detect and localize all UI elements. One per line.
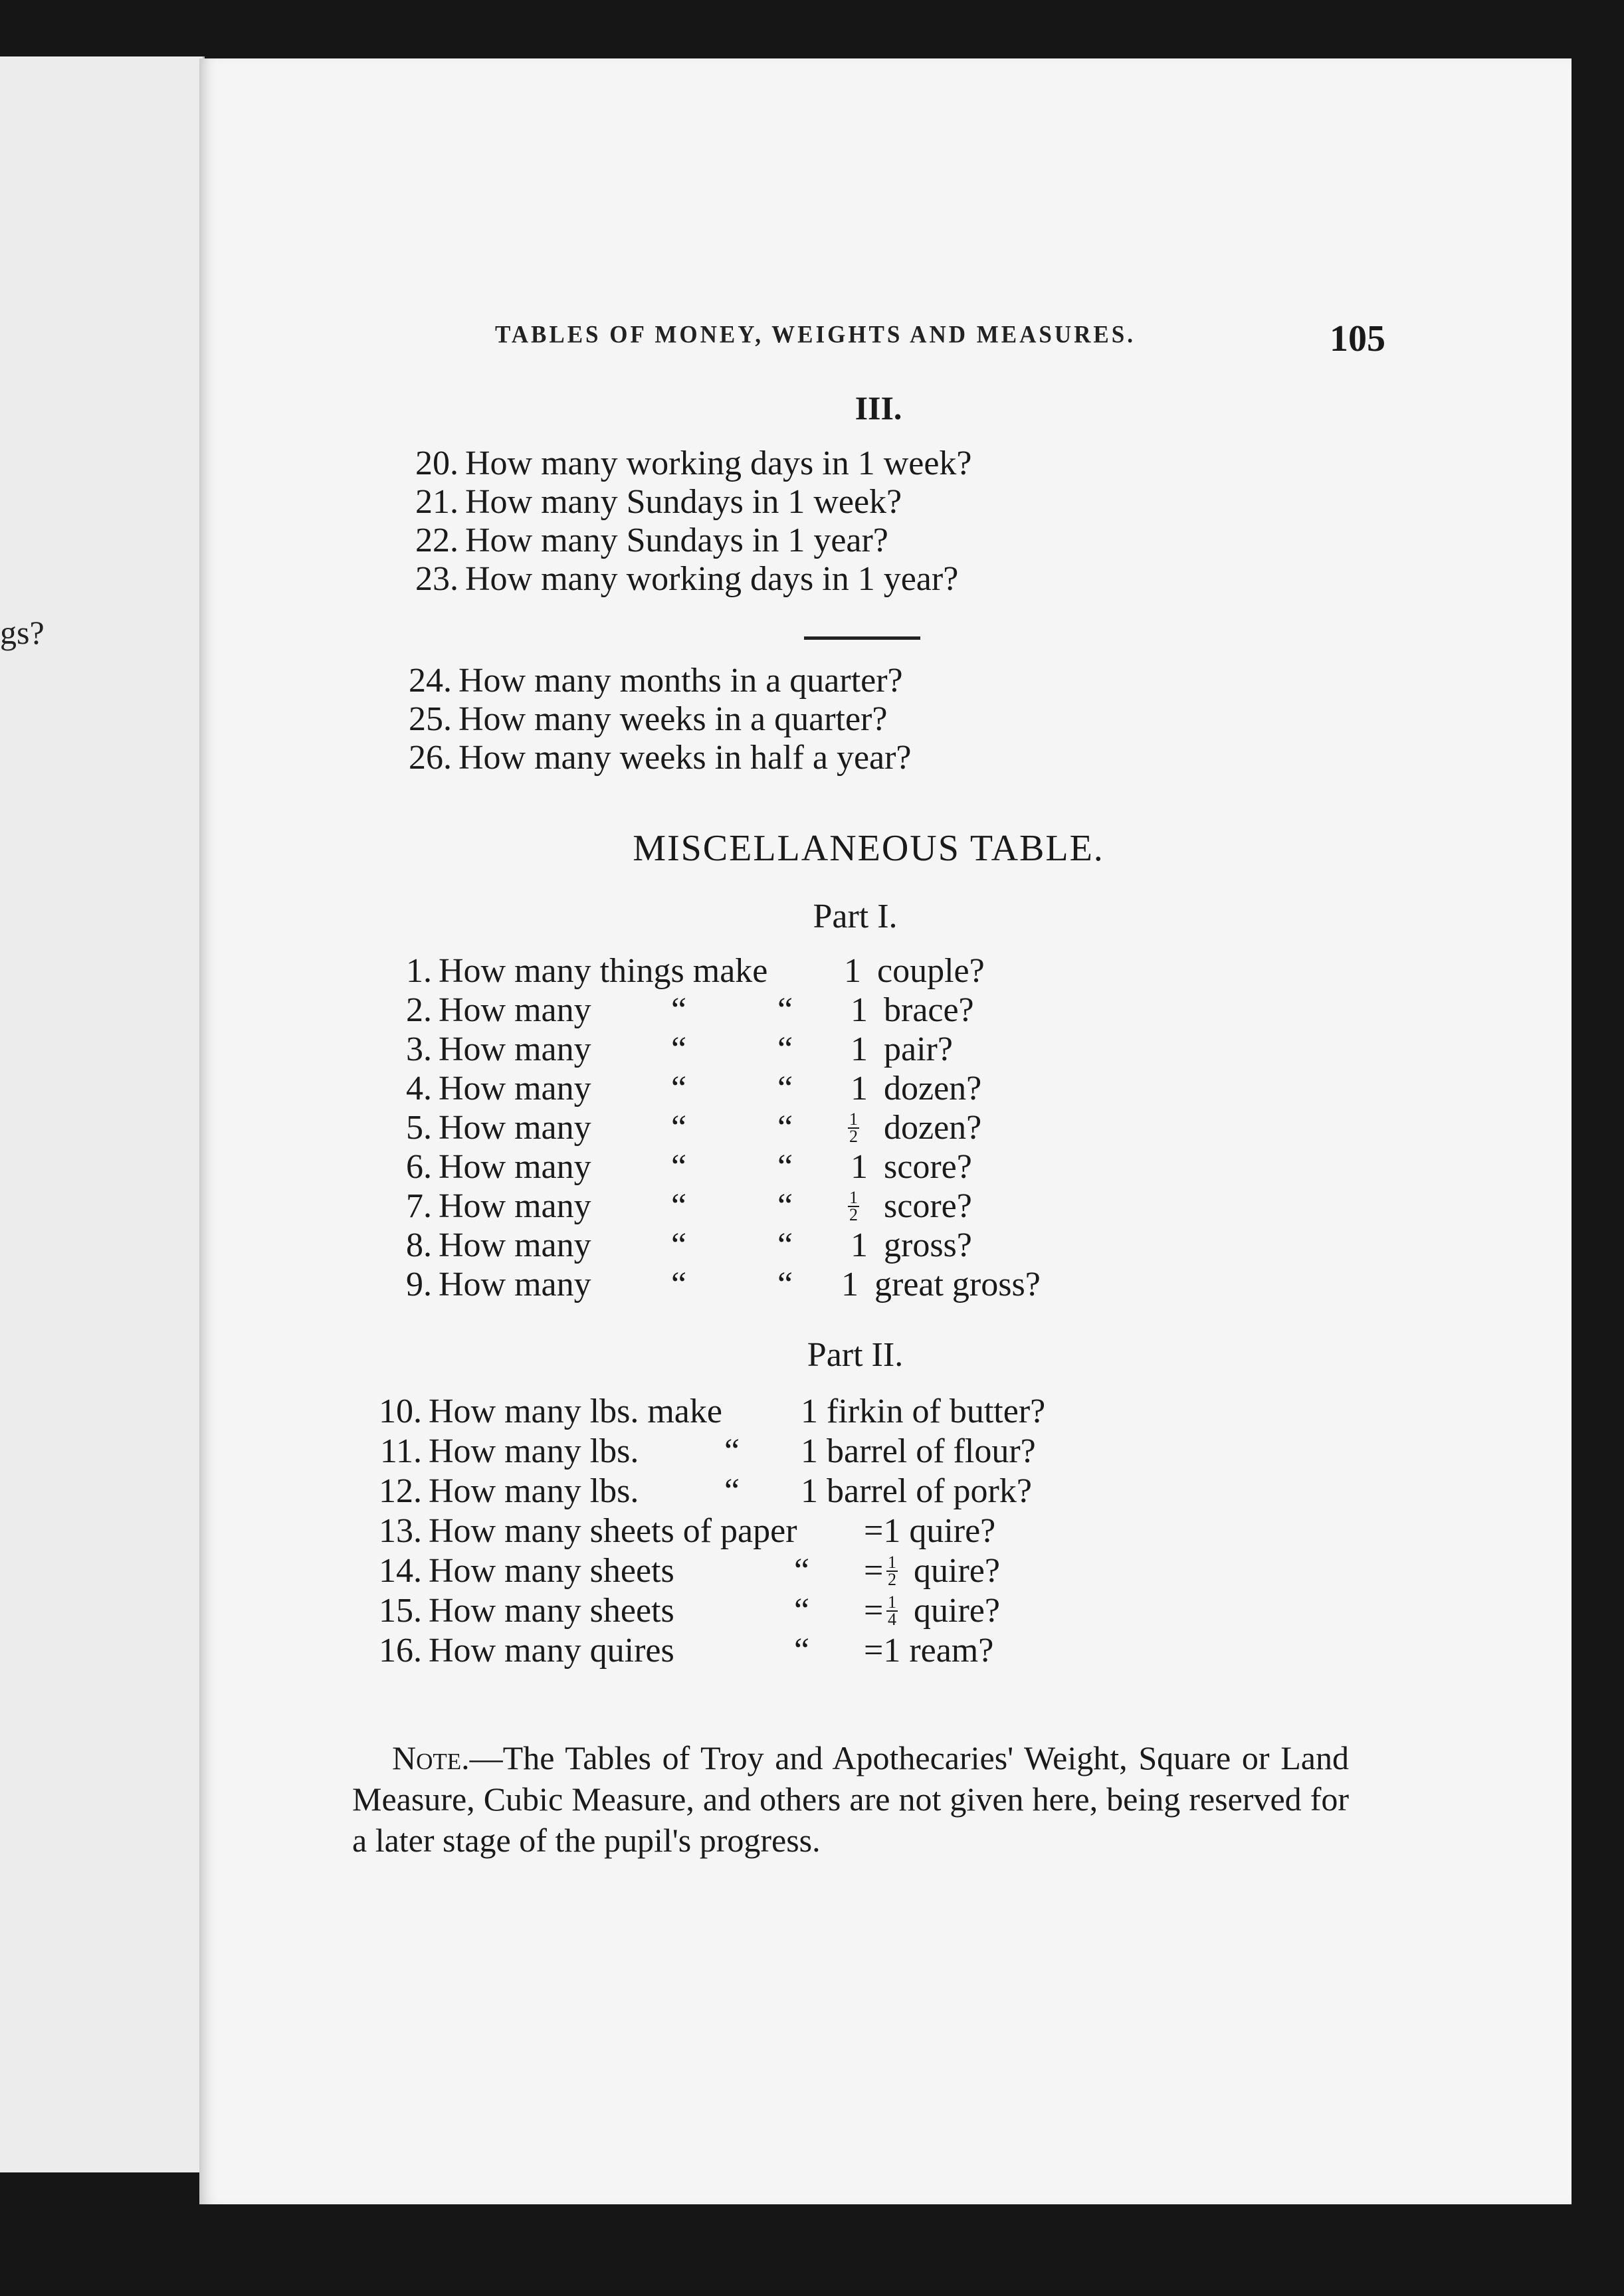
ditto-mark: “ bbox=[794, 1632, 810, 1670]
question-number: 13. bbox=[379, 1512, 422, 1550]
question-tail: =1 ream? bbox=[864, 1632, 994, 1670]
quantity: 1 bbox=[844, 952, 861, 990]
question-text: How many months in a quarter? bbox=[458, 662, 903, 700]
note-text: —The Tables of Troy and Apothecaries' Weight, Square or Land Measure, Cubic Measure, and others are not given here, being reserved for a later stage of the pupil's progress. bbox=[352, 1739, 1349, 1859]
part-heading-i: Part I. bbox=[813, 898, 898, 935]
question-number: 16. bbox=[379, 1632, 422, 1670]
question-number: 20. bbox=[415, 444, 458, 482]
question-number: 21. bbox=[415, 483, 458, 521]
question-number: 2. bbox=[406, 991, 432, 1029]
ditto-mark: “ bbox=[777, 1109, 793, 1147]
question-tail: quire? bbox=[914, 1592, 1000, 1630]
question-number: 1. bbox=[406, 952, 432, 990]
question-lead: How many bbox=[439, 1109, 591, 1147]
fraction-denominator: 4 bbox=[888, 1610, 896, 1630]
question-number: 3. bbox=[406, 1030, 432, 1068]
note-lead: Note. bbox=[392, 1739, 470, 1776]
ditto-mark: “ bbox=[671, 991, 687, 1029]
quantity: 1 bbox=[841, 1266, 859, 1303]
fraction-denominator: 2 bbox=[849, 1127, 858, 1147]
fraction bbox=[884, 1549, 900, 1588]
question-number: 23. bbox=[415, 560, 458, 598]
quantity: 1 bbox=[851, 1030, 868, 1068]
ditto-mark: “ bbox=[671, 1030, 687, 1068]
question-number: 10. bbox=[379, 1392, 422, 1430]
ditto-mark: “ bbox=[724, 1472, 740, 1510]
question-tail: quire? bbox=[914, 1552, 1000, 1590]
question-lead: How many lbs. bbox=[429, 1432, 639, 1470]
question-number: 11. bbox=[379, 1432, 422, 1470]
question-number: 12. bbox=[379, 1472, 422, 1510]
question-number: 25. bbox=[409, 700, 452, 738]
ditto-mark: “ bbox=[777, 1187, 793, 1225]
unit: dozen? bbox=[884, 1070, 982, 1107]
question-text: How many Sundays in 1 week? bbox=[465, 483, 902, 521]
question-lead: How many bbox=[439, 1266, 591, 1303]
question-tail: 1 firkin of butter? bbox=[801, 1392, 1046, 1430]
question-lead: How many bbox=[439, 991, 591, 1029]
question-number: 22. bbox=[415, 522, 458, 559]
unit: pair? bbox=[884, 1030, 953, 1068]
ditto-mark: “ bbox=[671, 1070, 687, 1107]
unit: score? bbox=[884, 1187, 972, 1225]
equals-sign: = bbox=[864, 1552, 884, 1590]
question-lead: How many bbox=[439, 1187, 591, 1225]
ditto-mark: “ bbox=[794, 1592, 810, 1630]
unit: couple? bbox=[877, 952, 985, 990]
question-lead: How many sheets bbox=[429, 1592, 674, 1630]
equals-sign: = bbox=[864, 1592, 884, 1630]
question-number: 5. bbox=[406, 1109, 432, 1147]
question-lead: How many lbs. bbox=[429, 1472, 639, 1510]
question-lead: How many bbox=[439, 1148, 591, 1186]
question-tail: 1 barrel of pork? bbox=[801, 1472, 1032, 1510]
fraction-numerator: 1 bbox=[888, 1592, 896, 1612]
quantity: 1 bbox=[851, 1070, 868, 1107]
question-tail: 1 barrel of flour? bbox=[801, 1432, 1036, 1470]
section-heading-iii: III. bbox=[855, 389, 902, 427]
quantity: 1 bbox=[851, 1148, 868, 1186]
question-number: 26. bbox=[409, 739, 452, 777]
question-lead: How many sheets of paper bbox=[429, 1512, 797, 1550]
facing-page-fragment: gs? bbox=[0, 614, 45, 651]
question-lead: How many bbox=[439, 1070, 591, 1107]
fraction bbox=[884, 1588, 900, 1628]
ditto-mark: “ bbox=[724, 1432, 740, 1470]
unit: dozen? bbox=[884, 1109, 982, 1147]
ditto-mark: “ bbox=[671, 1187, 687, 1225]
question-lead: How many sheets bbox=[429, 1552, 674, 1590]
ditto-mark: “ bbox=[794, 1552, 810, 1590]
unit: gross? bbox=[884, 1226, 972, 1264]
fraction-numerator: 1 bbox=[849, 1109, 858, 1129]
ditto-mark: “ bbox=[777, 1030, 793, 1068]
question-number: 6. bbox=[406, 1148, 432, 1186]
question-lead: How many lbs. make bbox=[429, 1392, 722, 1430]
question-number: 15. bbox=[379, 1592, 422, 1630]
ditto-mark: “ bbox=[777, 1226, 793, 1264]
fraction bbox=[845, 1184, 862, 1223]
question-tail: =1 quire? bbox=[864, 1512, 996, 1550]
question-lead: How many quires bbox=[429, 1632, 674, 1670]
question-number: 8. bbox=[406, 1226, 432, 1264]
question-number: 14. bbox=[379, 1552, 422, 1590]
fraction-denominator: 2 bbox=[849, 1205, 858, 1225]
ditto-mark: “ bbox=[777, 1266, 793, 1303]
running-title: TABLES OF MONEY, WEIGHTS AND MEASURES. bbox=[495, 321, 1136, 348]
question-lead: How many things make bbox=[439, 952, 768, 990]
running-head bbox=[495, 318, 1385, 371]
ditto-mark: “ bbox=[671, 1266, 687, 1303]
fraction-numerator: 1 bbox=[888, 1553, 896, 1573]
quantity: 1 bbox=[851, 1226, 868, 1264]
question-text: How many weeks in half a year? bbox=[458, 739, 912, 777]
fraction-denominator: 2 bbox=[888, 1570, 896, 1590]
question-lead: How many bbox=[439, 1226, 591, 1264]
page-number: 105 bbox=[1330, 318, 1385, 359]
facing-page bbox=[0, 56, 205, 2172]
quantity: 1 bbox=[851, 991, 868, 1029]
ditto-mark: “ bbox=[777, 1070, 793, 1107]
question-text: How many working days in 1 year? bbox=[465, 560, 959, 598]
unit: great gross? bbox=[874, 1266, 1041, 1303]
unit: score? bbox=[884, 1148, 972, 1186]
question-number: 24. bbox=[409, 662, 452, 700]
section-divider bbox=[804, 636, 920, 640]
question-number: 7. bbox=[406, 1187, 432, 1225]
question-number: 9. bbox=[406, 1266, 432, 1303]
unit: brace? bbox=[884, 991, 974, 1029]
ditto-mark: “ bbox=[777, 991, 793, 1029]
part-heading-ii: Part II. bbox=[807, 1336, 904, 1374]
fraction bbox=[845, 1105, 862, 1145]
fraction-numerator: 1 bbox=[849, 1188, 858, 1208]
question-text: How many weeks in a quarter? bbox=[458, 700, 888, 738]
question-number: 4. bbox=[406, 1070, 432, 1107]
table-title: MISCELLANEOUS TABLE. bbox=[633, 828, 1104, 869]
question-lead: How many bbox=[439, 1030, 591, 1068]
question-text: How many Sundays in 1 year? bbox=[465, 522, 888, 559]
note-paragraph bbox=[352, 1737, 1349, 1861]
ditto-mark: “ bbox=[777, 1148, 793, 1186]
ditto-mark: “ bbox=[671, 1148, 687, 1186]
question-text: How many working days in 1 week? bbox=[465, 444, 972, 482]
ditto-mark: “ bbox=[671, 1226, 687, 1264]
ditto-mark: “ bbox=[671, 1109, 687, 1147]
